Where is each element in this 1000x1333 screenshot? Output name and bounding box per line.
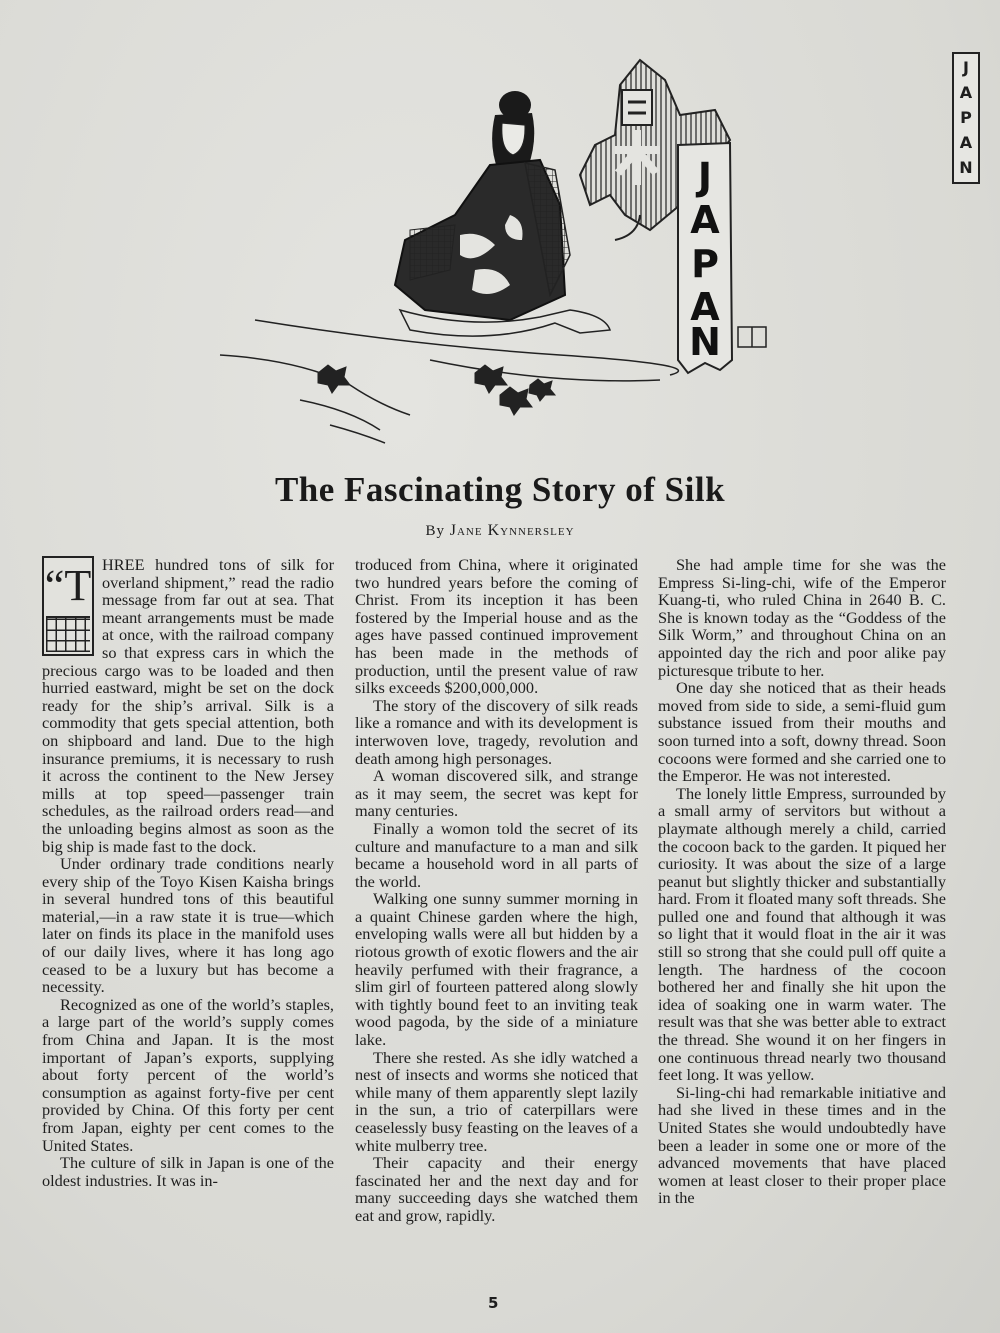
water-lines — [220, 320, 678, 443]
paragraph: troduced from China, where it originated two hundred years before the coming of Christ. From its inception it has been fostered by the Imperial house and as the ages have passed continued improvement has been made in the methods of production, until the present value of raw silks exceeds $200,000,000. — [355, 555, 638, 698]
svg-text:A: A — [690, 198, 720, 242]
paragraph: The lonely little Empress, surrounded by a small army of servitors but without a playmate although merely a child, carried the cocoon back to the garden. It piqued her curiosity. It was about the size of a large peanut but slightly thicker and substantially hard. From it floated many soft threads. She pulled one and found that although it was so light that it would float in the air it was still so strong that she could pull off quite a length. The hardness of the cocoon bothered her and finally she hit upon the idea of soaking one in warm water. The result was that she was better able to extract the thread. She wound it on her fingers in one continuous thread nearly two thousand feet long. It was yellow. — [658, 783, 946, 1085]
paragraph: The culture of silk in Japan is one of the oldest industries. It was in- — [42, 1153, 334, 1190]
tab-letter: N — [959, 157, 973, 177]
paragraph: The story of the discovery of silk reads like a romance and with its development is interwoven love, tragedy, revolution and death among high personages. — [355, 695, 638, 768]
article-column-3 — [658, 556, 946, 1207]
paragraph: Their capacity and their energy fascinated her and the next day and for many succeeding days she watched them eat and grow, rapidly. — [355, 1153, 638, 1225]
paragraph: Recognized as one of the world’s staples, a large part of the world’s supply comes from China and Japan. It is the most important of Japan’s exports, supplying about forty percent of the world’s consumption as against forty-five per cent provided by China. Of this forty per cent from Japan, eighty per cent comes to the United States. — [42, 994, 334, 1155]
paragraph: Under ordinary trade conditions nearly every ship of the Toyo Kisen Kaisha brings in several hundred tons of this beautiful material,—in a raw state it is true—which later on finds its place in the manifold uses of our daily lives, where it has long ago ceased to be a luxury but has become a necessity. — [42, 854, 334, 997]
tab-letter: P — [960, 107, 972, 127]
paragraph: Finally a womon told the secret of its culture and manufacture to a man and silk became a household word in all parts of the world. — [355, 818, 638, 891]
floating-leaves — [318, 365, 555, 415]
japan-banner — [678, 143, 766, 373]
paragraph: HREE hundred tons of silk for overland shipment,” read the radio message from far out at sea. That meant arrangements must be made at once, with the railroad company so that express cars in which the precious cargo was to be loaded and then hurried eastward, might be set on the dock ready for the ship’s arrival. Silk is a commodity that gets special attention, both on shipboard and land. Due to the high insurance premiums, it is necessary to rush it across the continent to the New Jersey mills at top speed—passenger train schedules, as the railroad orders read—and the unloading begins almost as soon as the big ship is made fast to the dock. — [42, 555, 334, 856]
byline-prefix: By — [425, 523, 445, 539]
article-title: The Fascinating Story of Silk — [274, 470, 726, 509]
paragraph: Walking one sunny summer morning in a quaint Chinese garden where the high, enveloping walls were all but hidden by a riotous growth of exotic flowers and the air heavily perfumed with their fragrance, a slim girl of fourteen pattered along slowly with tightly bound feet to an inviting teak wood pagoda, by the side of a miniature lake. — [355, 889, 638, 1050]
svg-text:P: P — [691, 242, 719, 286]
drop-cap — [42, 556, 94, 656]
paragraph: One day she noticed that as their heads moved from side to side, a semi-fluid gum substance issued from their mouths and soon turned into a soft, downy thread. Soon cocoons were formed and she carried one to the Emperor. He was not interested. — [658, 678, 946, 786]
section-tab-japan — [952, 52, 980, 184]
drop-cap-letter: “T — [44, 561, 92, 610]
tab-letter: A — [959, 132, 973, 152]
paragraph: Si-ling-chi had remarkable initiative and had she lived in these times and in the United States she would undoubtedly have been a leader in some one or more of the advanced movements that have placed women at least closer to their proper place in the — [658, 1082, 946, 1208]
svg-text:A: A — [690, 285, 720, 329]
tab-letter: J — [963, 58, 969, 78]
tab-letter: A — [959, 83, 973, 103]
paragraph: She had ample time for she was the Empress Si-ling-chi, wife of the Emperor Kuang-ti, who ruled China in 2640 B. C. She is known today as the “Goddess of the Silk Worm,” and throughout China on an appointed day the rich and poor alike pay picturesque tribute to her. — [658, 555, 946, 680]
article-column-2 — [355, 556, 638, 1225]
kimono-woman-figure — [395, 91, 610, 336]
svg-text:J: J — [697, 155, 713, 199]
paragraph: A woman discovered silk, and strange as it may seem, the secret was kept for many centuries. — [355, 766, 638, 821]
header-illustration — [210, 55, 790, 450]
paragraph: There she rested. As she idly watched a nest of insects and worms she noticed that while many of them apparently slept lazily in the sun, a trio of caterpillars were ceaselessly busy feasting on the leaves of a white mulberry tree. — [355, 1047, 638, 1155]
drop-cap-ornament — [46, 616, 90, 652]
article-column-1 — [42, 556, 334, 1189]
byline — [0, 522, 1000, 540]
svg-text:N: N — [689, 320, 721, 364]
author-name: Jane Kynnersley — [449, 522, 575, 539]
page-number: 5 — [488, 1294, 499, 1312]
